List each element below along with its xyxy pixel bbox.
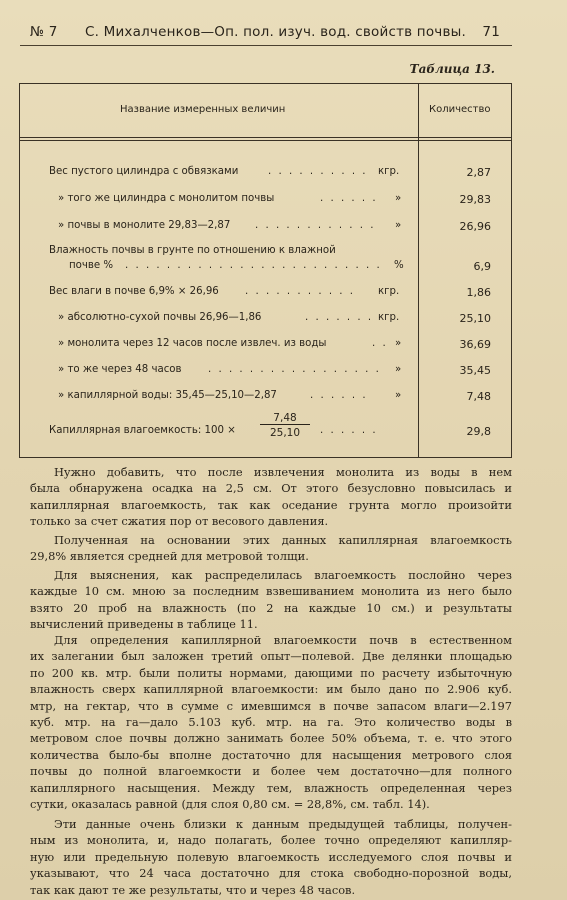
- row-label: » абсолютно-сухой почвы 26,96—1,86: [58, 312, 262, 323]
- row-value: 2,87: [466, 166, 491, 179]
- row-label: Вес влаги в почве 6,9% × 26,96: [49, 286, 219, 297]
- text-line: так как дают те же результаты, что и через 48 часов.: [30, 882, 356, 897]
- running-head: [30, 24, 500, 44]
- text-line: куб. мтр. на га—дало 5.103 куб. мтр. на га. Это количество воды в: [30, 715, 512, 730]
- fraction-bar: [260, 424, 310, 425]
- text-line: Полученная на основании этих данных капиллярная влагоемкость: [54, 533, 512, 547]
- text-line: Нужно добавить, что после извлечения монолита из воды в нем: [54, 465, 512, 479]
- fraction-numerator: 7,48: [273, 412, 297, 424]
- header-divider: [20, 137, 511, 138]
- text-line: мтр, на гектар, что в сумме с имевшимся в почве запасом влаги—2.197: [30, 698, 512, 713]
- row-label: » то же через 48 часов: [58, 364, 182, 375]
- text-line: количества было-бы вполне достаточно для насыщения метрового слоя: [30, 747, 512, 762]
- text-line: только за счет сжатия пор от весового давления.: [30, 514, 329, 529]
- text-line: каждые 10 см. мною за последним взвешиванием монолита из него было: [30, 584, 512, 599]
- paragraph: [30, 464, 512, 530]
- paragraph: [30, 816, 512, 898]
- row-unit: %: [394, 260, 404, 271]
- text-line: указывают, что 24 часа достаточно для стока свободно-порозной воды,: [30, 866, 512, 881]
- text-line: капиллярного насыщения. Между тем, влажность определенная через: [30, 780, 512, 795]
- row-label: » того же цилиндра с монолитом почвы: [58, 193, 275, 204]
- header-divider-double: [20, 140, 511, 141]
- text-line: Для определения капиллярной влагоемкости почв в естественном: [54, 633, 512, 647]
- row-value: 7,48: [466, 390, 491, 403]
- row-label: » капиллярной воды: 35,45—25,10—2,87: [58, 390, 277, 401]
- row-unit: кгр.: [378, 286, 400, 297]
- paragraph: [30, 567, 512, 633]
- row-label: » монолита через 12 часов после извлеч. из воды: [58, 338, 327, 349]
- text-line: ным из монолита, и, надо полагать, более точно определяют капилляр-: [30, 833, 512, 848]
- text-line: влажность сверх капиллярной влагоемкости: им было дано по 2.906 куб.: [30, 682, 512, 697]
- row-value: 29,8: [466, 425, 491, 438]
- row-label: Влажность почвы в грунте по отношению к влажной: [49, 245, 336, 256]
- text-line: почвы до полной влагоемкости и более чем достаточно—для полного: [30, 764, 512, 779]
- row-label: Вес пустого цилиндра с обвязками: [49, 166, 239, 177]
- row-label-continued: почве %: [69, 260, 114, 271]
- table-caption: Таблица 13.: [409, 62, 495, 76]
- row-unit: »: [395, 338, 402, 349]
- text-line: по 200 кв. мтр. были политы нормами, дающими по расчету избыточную: [30, 665, 512, 680]
- column-header-name: Название измеренных величин: [120, 104, 286, 115]
- running-title: С. Михалченков—Оп. пол. изуч. вод. свойств почвы.: [85, 24, 466, 40]
- row-label: » почвы в монолите 29,83—2,87: [58, 220, 231, 231]
- text-line: ную или предельную полевую влагоемкость исследуемого слоя почвы и: [30, 849, 512, 864]
- paragraph: [30, 532, 512, 565]
- row-unit: »: [395, 364, 402, 375]
- text-line: была обнаружена осадка на 2,5 см. От этого безусловно повысилась и: [30, 481, 512, 496]
- fraction-denominator: 25,10: [269, 427, 301, 439]
- row-unit: »: [395, 193, 402, 204]
- text-line: капиллярная влагоемкость, так как оседание грунта могло произойти: [30, 497, 512, 512]
- row-value: 29,83: [459, 193, 491, 206]
- data-table: Название измеренных величин Количество Вес пустого цилиндра с обвязками . . . . . . . . . . кгр. 2,87 » того же цилиндра с монолитом почвы . . . . . . » 29,83 » почвы в монолите 29,83—2,87 . . . . . . . . . . . . » 26,96 Влажность почвы в грунте по отношению к влажной почве % . . . . . . . . . . . . . . . . . . . . . . . . . % 6,9 Вес влаги в почве 6,9% × 26,96 . . . . . . . . . . . кгр. 1,86 » абсолютно-сухой почвы 26,96—1,86 . . . . . . . кгр. 25,10 » монолита через 12 часов после извлеч. из воды . . » 36,69 » то же через 48 часов . . . . . . . . . . . . . . . . . » 35,45 » капиллярной воды: 35,45—25,10—2,87 . . . . . . » 7,48 Капиллярная влагоемкость: 100 × 7,48 25,10 . . . . . . 29,8: [19, 83, 512, 458]
- row-value: 1,86: [466, 286, 491, 299]
- row-value: 35,45: [459, 364, 491, 377]
- text-line: 29,8% является средней для метровой толщи.: [30, 549, 309, 564]
- text-line: Эти данные очень близки к данным предыдущей таблицы, получен-: [54, 817, 512, 831]
- row-value: 25,10: [459, 312, 491, 325]
- row-unit: »: [395, 220, 402, 231]
- row-unit: кгр.: [378, 166, 400, 177]
- row-unit: кгр.: [378, 312, 400, 323]
- text-line: их залегании был заложен третий опыт—полевой. Две делянки площадью: [30, 649, 512, 664]
- issue-number: № 7: [30, 24, 58, 40]
- row-value: 26,96: [459, 220, 491, 233]
- row-value: 6,9: [473, 260, 491, 273]
- row-unit: »: [395, 390, 402, 401]
- text-line: вычислений приведены в таблице 11.: [30, 617, 258, 632]
- text-line: Для выяснения, как распределилась влагоемкость послойно через: [54, 568, 512, 582]
- text-line: метровом слое почвы должно занимать более 50% объема, т. е. что этого: [30, 731, 512, 746]
- text-line: сутки, оказалась равной (для слоя 0,80 см. = 28,8%, см. табл. 14).: [30, 797, 430, 812]
- paragraph: [30, 632, 512, 812]
- row-label: Капиллярная влагоемкость: 100 ×: [49, 425, 236, 436]
- text-line: взято 20 проб на влажность (по 2 на каждые 10 см.) и результаты: [30, 600, 512, 615]
- header-rule: [20, 45, 512, 46]
- column-header-quantity: Количество: [429, 104, 491, 115]
- row-value: 36,69: [459, 338, 491, 351]
- page-number: 71: [482, 24, 500, 40]
